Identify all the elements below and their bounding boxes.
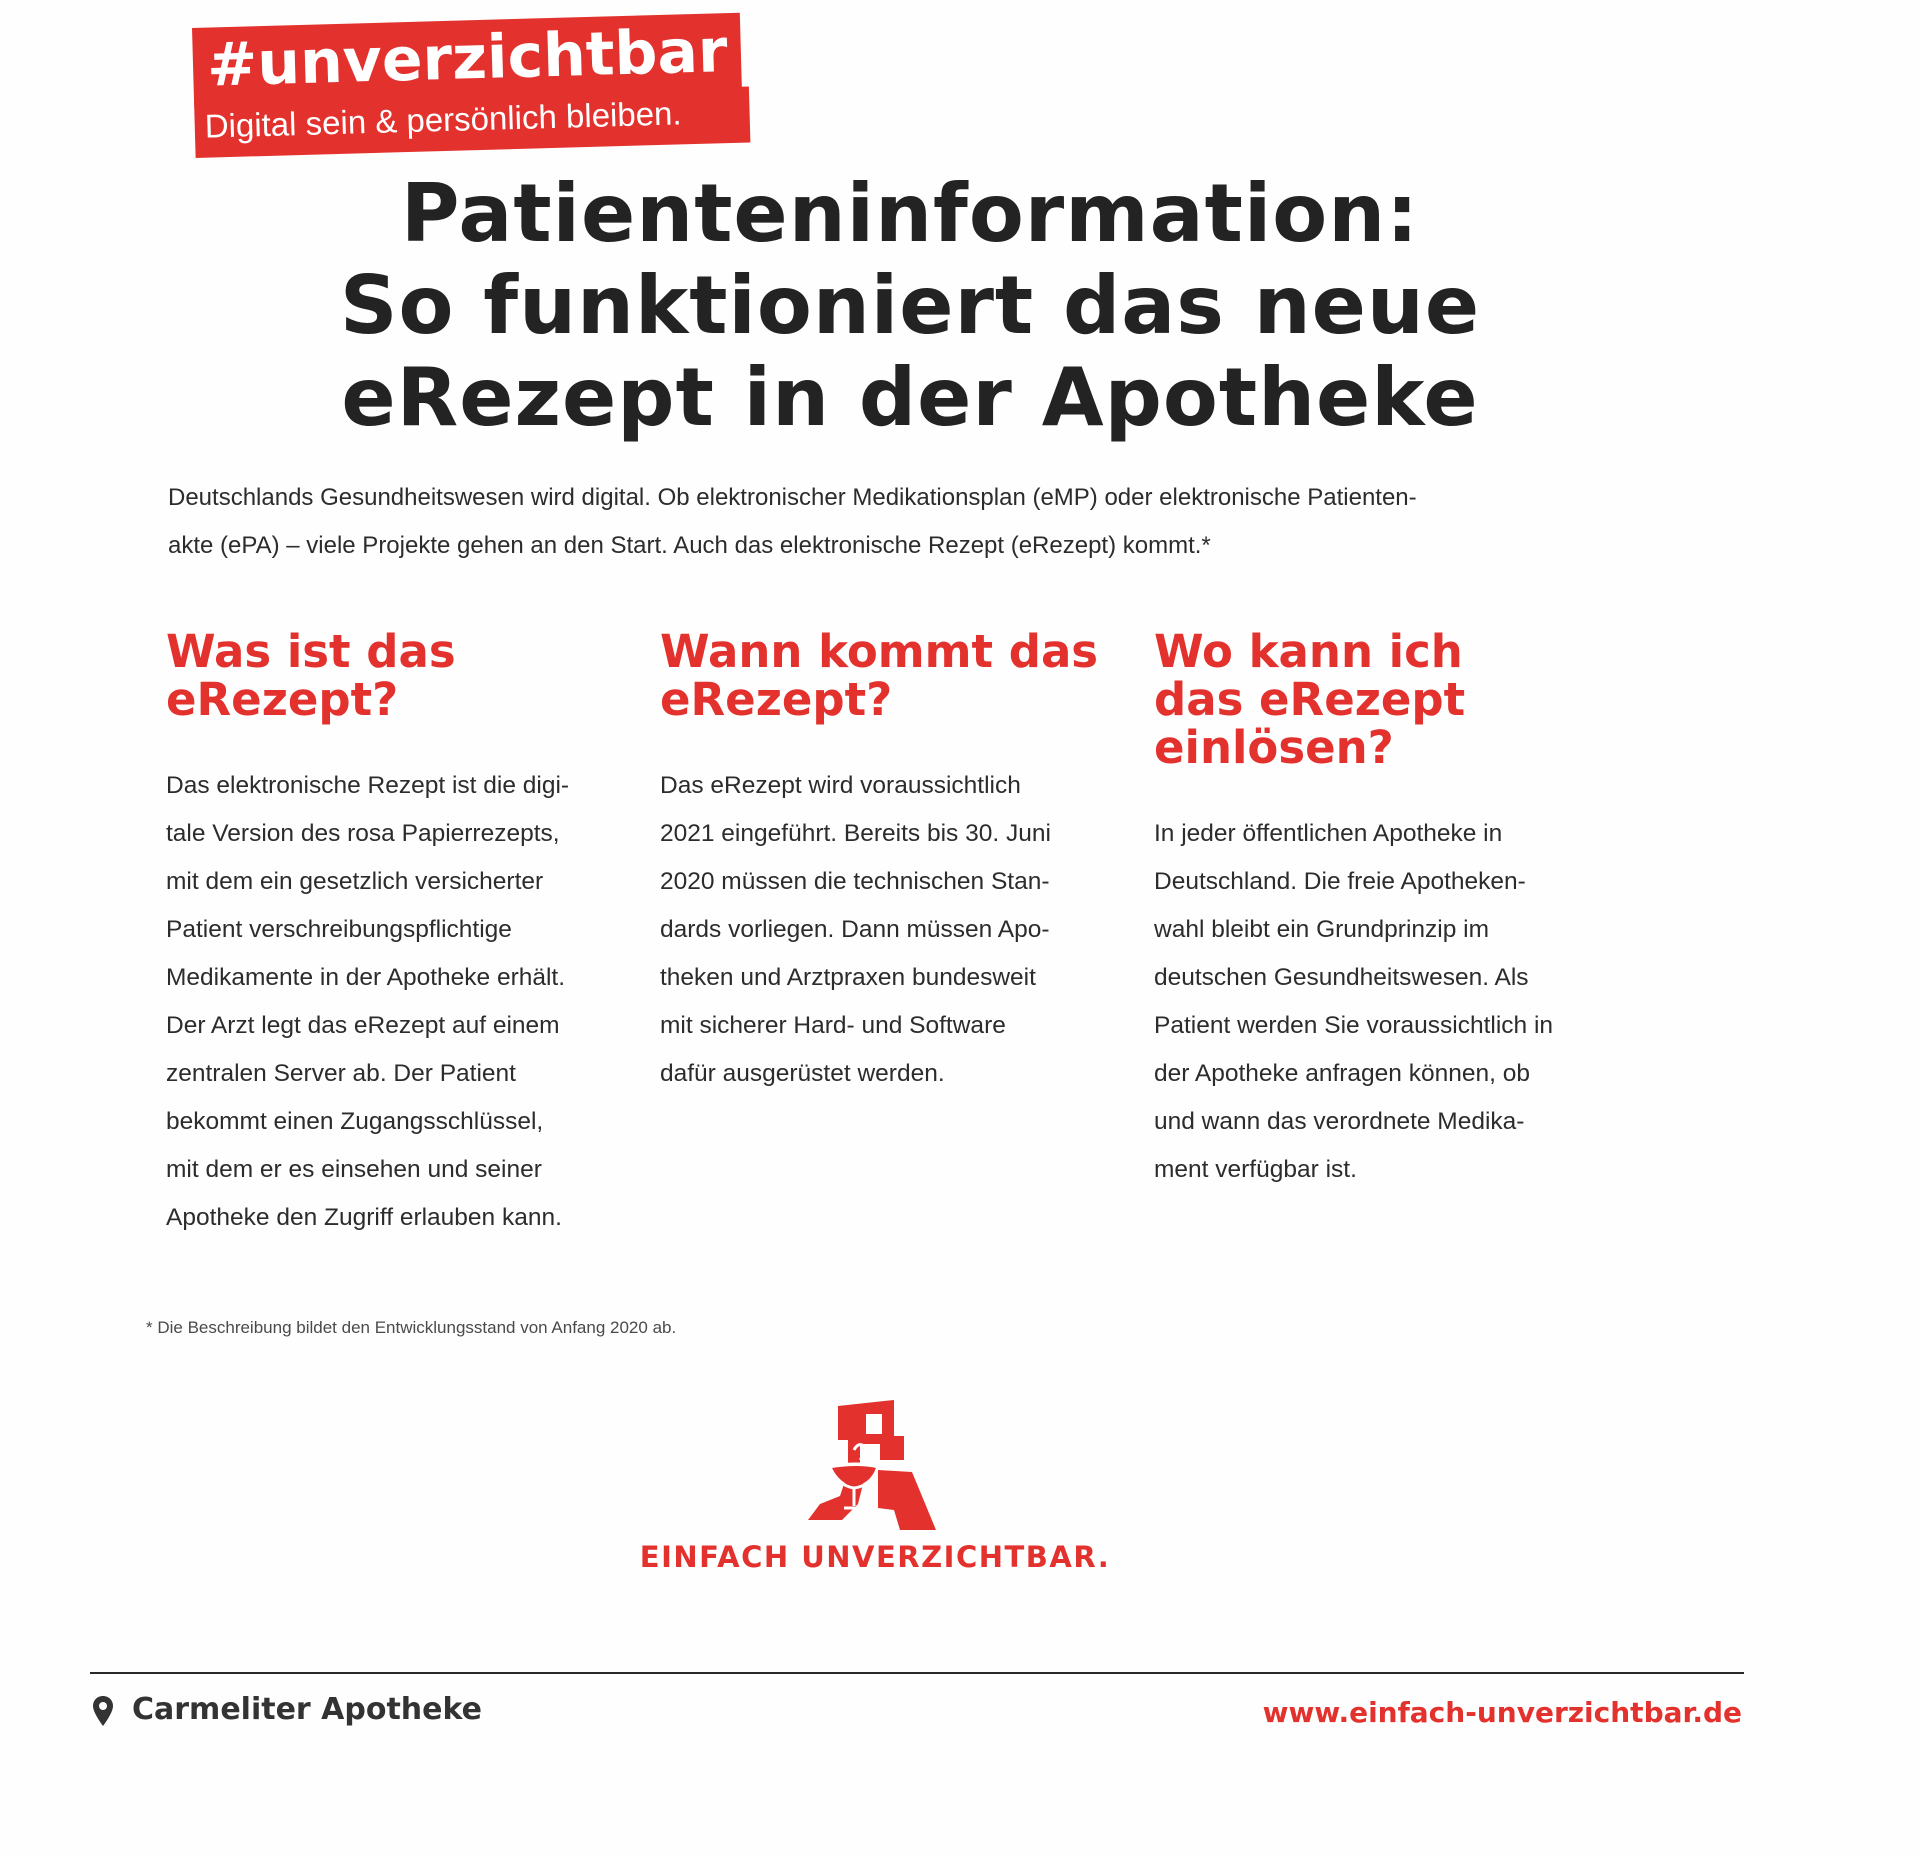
body-line: Der Arzt legt das eRezept auf einem — [166, 1012, 560, 1039]
body-line: und wann das verordnete Medika- — [1154, 1108, 1525, 1135]
title-line: eRezept in der Apotheke — [341, 351, 1479, 444]
heading-line: einlösen? — [1154, 721, 1394, 774]
heading-line: das eRezept — [1154, 673, 1466, 726]
column-wann-kommt-das-erezept — [660, 625, 1120, 1098]
body-line: zentralen Server ab. Der Patient — [166, 1060, 516, 1087]
body-line: Apotheke den Zugriff erlauben kann. — [166, 1204, 562, 1231]
column-heading — [166, 625, 626, 726]
body-line: 2021 eingeführt. Bereits bis 30. Juni — [660, 820, 1051, 847]
column-body — [166, 762, 626, 1242]
hashtag-badge — [192, 13, 745, 148]
location-pin-icon — [92, 1695, 114, 1727]
body-line: Medikamente in der Apotheke erhält. — [166, 964, 566, 991]
website-link[interactable]: www.einfach-unverzichtbar.de — [1262, 1696, 1742, 1729]
badge-hashtag: #unverzichtbar — [206, 16, 729, 101]
apotheke-a-logo-icon — [808, 1400, 938, 1532]
column-was-ist-das-erezept — [166, 625, 626, 1242]
title-line: Patienteninformation: — [400, 167, 1420, 260]
body-line: deutschen Gesundheitswesen. Als — [1154, 964, 1529, 991]
column-heading — [660, 625, 1120, 726]
heading-line: eRezept? — [166, 673, 399, 726]
body-line: mit dem er es einsehen und seiner — [166, 1156, 542, 1183]
heading-line: Wann kommt das — [660, 625, 1099, 678]
claim-text: EINFACH UNVERZICHTBAR. — [639, 1540, 1111, 1574]
intro-line: akte (ePA) – viele Projekte gehen an den Start. Auch das elektronische Rezept (eRezept) kommt.* — [168, 532, 1211, 559]
column-wo-kann-ich-einloesen — [1154, 625, 1614, 1194]
column-body — [660, 762, 1120, 1098]
body-line: der Apotheke anfragen können, ob — [1154, 1060, 1530, 1087]
body-line: Deutschland. Die freie Apotheken- — [1154, 868, 1526, 895]
body-line: In jeder öffentlichen Apotheke in — [1154, 820, 1503, 847]
footnote: * Die Beschreibung bildet den Entwicklungsstand von Anfang 2020 ab. — [146, 1318, 677, 1337]
title-line: So funktioniert das neue — [339, 259, 1481, 352]
intro-line: Deutschlands Gesundheitswesen wird digital. Ob elektronischer Medikationsplan (eMP) oder elektronische Patienten- — [168, 484, 1417, 511]
heading-line: Was ist das — [166, 625, 456, 678]
body-line: theken und Arztpraxen bundesweit — [660, 964, 1036, 991]
body-line: Patient verschreibungspflichtige — [166, 916, 512, 943]
heading-line: eRezept? — [660, 673, 893, 726]
body-line: ment verfügbar ist. — [1154, 1156, 1357, 1183]
body-line: wahl bleibt ein Grundprinzip im — [1154, 916, 1489, 943]
body-line: 2020 müssen die technischen Stan- — [660, 868, 1050, 895]
column-heading — [1154, 625, 1614, 774]
body-line: mit dem ein gesetzlich versicherter — [166, 868, 544, 895]
body-line: Das eRezept wird voraussichtlich — [660, 772, 1021, 799]
page-title — [200, 168, 1620, 444]
body-line: dards vorliegen. Dann müssen Apo- — [660, 916, 1050, 943]
body-line: dafür ausgerüstet werden. — [660, 1060, 945, 1087]
body-line: tale Version des rosa Papierrezepts, — [166, 820, 560, 847]
body-line: Das elektronische Rezept ist die digi- — [166, 772, 570, 799]
pharmacy-name: Carmeliter Apotheke — [132, 1692, 482, 1727]
body-line: mit sicherer Hard- und Software — [660, 1012, 1006, 1039]
badge-tagline: Digital sein & persönlich bleiben. — [204, 94, 683, 145]
intro-paragraph — [168, 474, 1598, 570]
footer-divider — [90, 1672, 1744, 1674]
body-line: Patient werden Sie voraussichtlich in — [1154, 1012, 1554, 1039]
heading-line: Wo kann ich — [1154, 625, 1463, 678]
body-line: bekommt einen Zugangsschlüssel, — [166, 1108, 544, 1135]
column-body — [1154, 810, 1614, 1194]
